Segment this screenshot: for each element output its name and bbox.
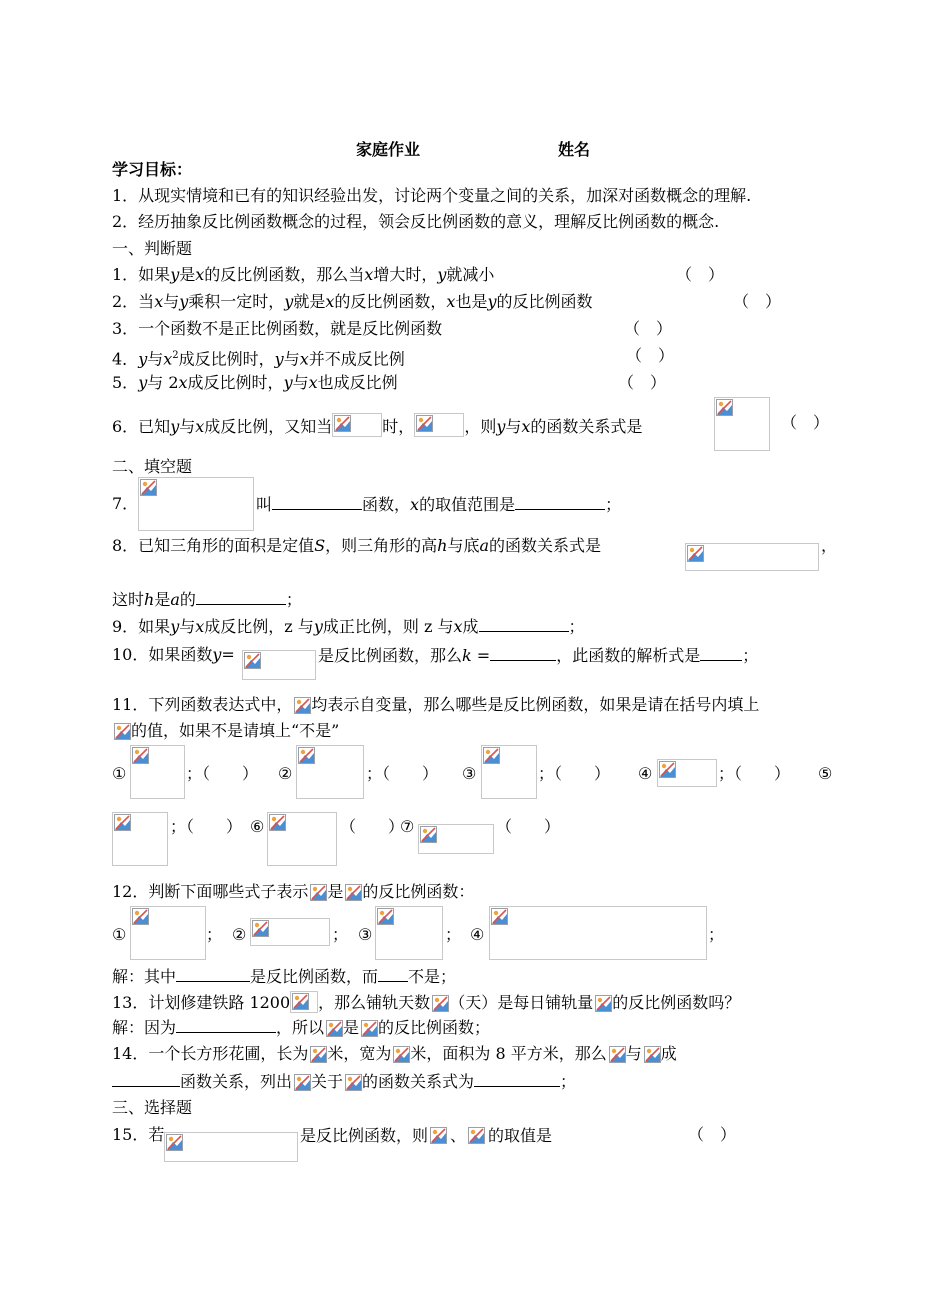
question-13-answer: 解：因为 ，所以 是 的反比例函数； [112,1018,491,1037]
broken-image-icon [294,1074,311,1091]
question-7: 7． [112,494,139,513]
formula-image [332,413,382,437]
answer-blank[interactable] [474,1071,560,1087]
broken-image-icon [483,747,500,764]
formula-image [324,1018,343,1038]
formula-image [391,1044,410,1064]
question-8-line2: 这时h是a的 ； [112,590,302,609]
question-1: 1．如果y是x的反比例函数，那么当x增大时，y就减小 [112,265,495,284]
formula-image [418,824,494,854]
answer-parens: （ ） [781,413,830,432]
broken-image-icon [393,1046,410,1063]
formula-image [657,759,717,787]
answer-parens: （ ） [626,346,675,365]
worksheet-page: 家庭作业 姓名 学习目标： 1．从现实情境和已有的知识经验出发，讨论两个变量之间的关系，加深对函数概念的理解. 2．经历抽象反比例函数概念的过程，领会反比例函数的意义，理解反比例函数的概念. 一、判断题 1．如果y是x的反比例函数，那么当x增大时，y就减小 （ ） 2．当x与y乘积一定时，y就是x的反比例函数，x也是y的反比例函数 （ ） 3．一个函数不是正比例函数，就是反比例函数 （ ） 4．y与$x^2$成反比例时，y与x并不成反比例 （ ） 5．y与 2x成反比例时，y与x也成反比例 （ ） 6．已知y与x成反比例，又知当 时， ，则y与x的函数关系式是 （ ） 二、填空题 7． 叫 函数，x的取值范围是 ； 8．已知三角形的面积是定值S，则三角形的高h与底a的函数关系式是 ， 这时h是a的 ； 9．如果y与x成反比例，z 与y成正比例，则 z 与x成 ； 10．如果函数y= 是反比例函数，那么k = ，此函数的解析式是 ； 11．下列函数表达式中， 均表示自变量，那么哪些是反比例函数，如果是请在括号内填上 的值，如果不是请填上“不是” ① ；（ ） ② ；（ ） ③ ；（ ） ④ ；（ ） ⑤ ；（ ） ⑥ （ ） ⑦ （ ） 12．判断下面哪些式子表示 是 的反比例函数： ① ； ② ； ③ ； ④ ； 解：其中 是反比例函数，而 不是； 13．计划修建铁路 1200 ，那么铺轨天数 （天）是每日铺轨量 的反比例函数吗？ 解：因为 ，所以 是 的反比例函数； 14．一个长方形花圃，长为 米，宽为 米，面积为 8 平方米，那么 与 成 函数关系，列出 关于 的函数关系式为 ； 三、选择题 15．若 是反比例函数，则 、 的取值是 （ ） [0,0,950,1316]
broken-image-icon [430,1127,447,1144]
broken-image-icon [140,479,157,496]
question-7-text: 叫 函数，x的取值范围是 ； [256,495,622,514]
broken-image-icon [420,826,437,843]
formula-image [290,991,318,1013]
broken-image-icon [244,652,261,669]
answer-blank[interactable] [272,494,362,510]
broken-image-icon [310,1046,327,1063]
goal-item: 1．从现实情境和已有的知识经验出发，讨论两个变量之间的关系，加深对函数概念的理解. [112,186,752,205]
broken-image-icon [298,747,315,764]
broken-image-icon [377,908,394,925]
question-15: 15．若 [112,1125,165,1144]
answer-parens: （ ） [688,1125,737,1144]
question-14-line2: 函数关系，列出 关于 的函数关系式为 ； [112,1071,576,1092]
broken-image-icon [361,1020,378,1037]
name-label: 姓名 [558,140,591,159]
question-11: 11．下列函数表达式中， 均表示自变量，那么哪些是反比例函数，如果是请在括号内填上 [112,695,760,714]
broken-image-icon [269,814,286,831]
answer-blank[interactable] [176,966,250,982]
formula-image [428,1125,450,1149]
answer-parens: （ ） [618,373,667,392]
broken-image-icon [292,993,309,1010]
formula-image [375,906,443,960]
formula-image [130,745,185,799]
broken-image-icon [345,884,362,901]
formula-image [296,745,364,799]
broken-image-icon [595,995,612,1012]
formula-image [642,1044,661,1064]
answer-blank[interactable] [176,1017,276,1033]
section3-heading: 三、选择题 [112,1098,193,1117]
section2-heading: 二、填空题 [112,457,193,476]
formula-image [292,1072,311,1092]
question-13: 13．计划修建铁路 1200 ，那么铺轨天数 （天）是每日铺轨量 的反比例函数吗？ [112,993,741,1012]
broken-image-icon [114,814,131,831]
broken-image-icon [252,920,269,937]
formula-image [112,812,168,866]
formula-image [138,477,254,531]
broken-image-icon [644,1046,661,1063]
formula-image [466,1125,488,1149]
broken-image-icon [334,415,351,432]
formula-image [489,906,707,960]
formula-image [112,721,131,741]
formula-image [242,650,316,680]
broken-image-icon [416,415,433,432]
answer-blank[interactable] [196,589,286,605]
question-11-line2: 的值，如果不是请填上“不是” [112,721,339,741]
formula-image [481,745,537,799]
question-3: 3．一个函数不是正比例函数，就是反比例函数 [112,319,443,338]
answer-parens: （ ） [624,319,673,338]
formula-image [593,993,612,1013]
formula-image [343,1072,362,1092]
formula-image [250,918,330,946]
answer-blank[interactable] [112,1071,180,1087]
answer-parens: （ ） [676,265,725,284]
broken-image-icon [468,1127,485,1144]
question-12: 12．判断下面哪些式子表示 是 的反比例函数： [112,882,475,901]
formula-image [430,993,449,1013]
question-5: 5．y与 2x成反比例时，y与x也成反比例 [112,373,398,392]
question-9: 9．如果y与x成反比例，z 与y成正比例，则 z 与x成 ； [112,617,585,636]
formula-image [714,397,770,451]
broken-image-icon [166,1134,183,1151]
question-2: 2．当x与y乘积一定时，y就是x的反比例函数，x也是y的反比例函数 [112,292,593,311]
formula-image [607,1044,626,1064]
formula-image [267,812,337,866]
question-8: 8．已知三角形的面积是定值S，则三角形的高h与底a的函数关系式是 [112,536,602,555]
formula-image [164,1132,298,1162]
broken-image-icon [491,908,508,925]
formula-image [343,882,362,902]
section1-heading: 一、判断题 [112,239,193,258]
answer-blank[interactable] [479,616,569,632]
broken-image-icon [716,399,733,416]
broken-image-icon [294,697,311,714]
broken-image-icon [132,908,149,925]
broken-image-icon [114,723,131,740]
broken-image-icon [609,1046,626,1063]
question-6: 6．已知y与x成反比例，又知当 时， ，则y与x的函数关系式是 [112,413,642,437]
answer-blank[interactable] [515,494,605,510]
broken-image-icon [345,1074,362,1091]
broken-image-icon [687,545,704,562]
goals-heading: 学习目标： [112,160,193,179]
question-4: 4．y与$x^2$成反比例时，y与x并不成反比例 [112,349,405,369]
formula-image [308,1044,327,1064]
formula-image [308,882,327,902]
broken-image-icon [132,747,149,764]
formula-image [130,906,206,960]
answer-blank[interactable] [490,645,556,661]
formula-image [685,543,819,571]
question-12-answer: 解：其中 是反比例函数，而 不是； [112,967,457,986]
answer-blank[interactable] [700,645,742,661]
goal-item: 2．经历抽象反比例函数概念的过程，领会反比例函数的意义，理解反比例函数的概念. [112,212,720,231]
formula-image [292,695,311,715]
formula-image [359,1018,378,1038]
broken-image-icon [432,995,449,1012]
answer-blank[interactable] [378,966,408,982]
formula-image [414,413,464,437]
page-title: 家庭作业 [356,140,421,159]
broken-image-icon [310,884,327,901]
broken-image-icon [326,1020,343,1037]
question-10-text: 是反比例函数，那么k = ，此函数的解析式是 ； [318,646,759,665]
question-15-text: 是反比例函数，则 、 的取值是 [300,1125,552,1149]
answer-parens: （ ） [733,292,782,311]
question-14: 14．一个长方形花圃，长为 米，宽为 米，面积为 8 平方米，那么 与 成 [112,1044,677,1063]
broken-image-icon [659,761,676,778]
question-10: 10．如果函数y= [112,645,235,664]
